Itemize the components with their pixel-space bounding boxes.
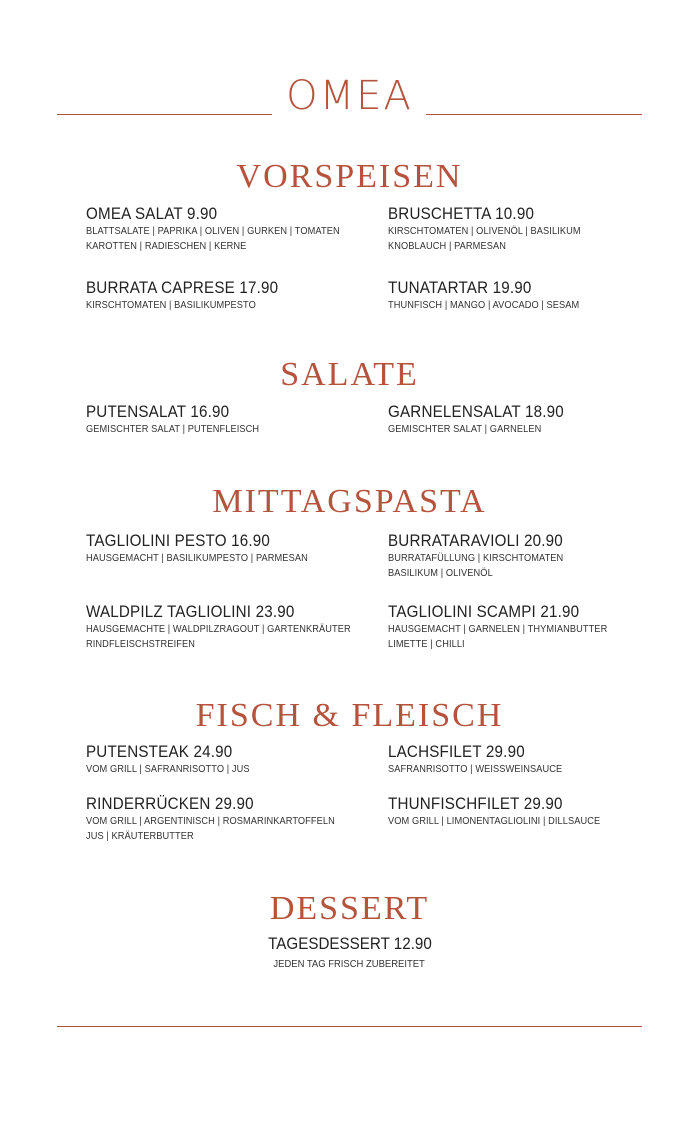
item-name: BURRATA CAPRESE 17.90 xyxy=(86,279,279,297)
menu-item xyxy=(86,795,376,844)
item-description: JEDEN TAG FRISCH ZUBEREITET xyxy=(273,958,426,970)
item-description: LIMETTE | CHILLI xyxy=(388,638,465,650)
item-description: VOM GRILL | ARGENTINISCH | ROSMARINKARTOFFELN xyxy=(86,815,335,827)
menu-item xyxy=(388,279,678,313)
item-description: HAUSGEMACHT | BASILIKUMPESTO | PARMESAN xyxy=(86,552,308,564)
item-name: PUTENSTEAK 24.90 xyxy=(86,743,233,761)
item-description: SAFRANRISOTTO | WEISSWEINSAUCE xyxy=(388,763,563,775)
item-description: VOM GRILL | SAFRANRISOTTO | JUS xyxy=(86,763,250,775)
item-name: BURRATARAVIOLI 20.90 xyxy=(388,532,563,550)
menu-item xyxy=(388,743,678,777)
item-name: TAGESDESSERT 12.90 xyxy=(267,935,432,953)
item-name: TAGLIOLINI PESTO 16.90 xyxy=(86,532,271,550)
item-description: JUS | KRÄUTERBUTTER xyxy=(86,830,194,842)
item-name: TUNATARTAR 19.90 xyxy=(388,279,532,297)
section-title-mittagspasta: MITTAGSPASTA xyxy=(212,483,487,520)
item-name: GARNELENSALAT 18.90 xyxy=(388,403,564,421)
menu-item xyxy=(388,795,678,829)
item-description: BLATTSALATE | PAPRIKA | OLIVEN | GURKEN | TOMATEN xyxy=(86,225,340,237)
item-name: LACHSFILET 29.90 xyxy=(388,743,525,761)
item-description: RINDFLEISCHSTREIFEN xyxy=(86,638,195,650)
item-description: GEMISCHTER SALAT | PUTENFLEISCH xyxy=(86,423,260,435)
item-description: KNOBLAUCH | PARMESAN xyxy=(388,240,506,252)
menu-item xyxy=(86,279,376,313)
item-name: THUNFISCHFILET 29.90 xyxy=(388,795,563,813)
brand-logo: OMEA xyxy=(286,73,413,119)
section-title-salate: SALATE xyxy=(280,356,419,393)
menu-item xyxy=(0,935,699,972)
menu-item xyxy=(388,403,678,437)
section-title-dessert: DESSERT xyxy=(269,890,430,927)
menu-item xyxy=(86,603,376,652)
item-name: WALDPILZ TAGLIOLINI 23.90 xyxy=(86,603,295,621)
item-description: KIRSCHTOMATEN | OLIVENÖL | BASILIKUM xyxy=(388,225,581,237)
item-name: TAGLIOLINI SCAMPI 21.90 xyxy=(388,603,580,621)
menu-item xyxy=(86,205,376,254)
footer-rule xyxy=(57,1026,642,1027)
item-description: HAUSGEMACHT | GARNELEN | THYMIANBUTTER xyxy=(388,623,608,635)
item-description: VOM GRILL | LIMONENTAGLIOLINI | DILLSAUCE xyxy=(388,815,601,827)
item-name: RINDERRÜCKEN 29.90 xyxy=(86,795,254,813)
header-rule-right xyxy=(426,114,642,115)
item-description: KAROTTEN | RADIESCHEN | KERNE xyxy=(86,240,247,252)
item-description: GEMISCHTER SALAT | GARNELEN xyxy=(388,423,542,435)
item-name: PUTENSALAT 16.90 xyxy=(86,403,230,421)
item-description: HAUSGEMACHTE | WALDPILZRAGOUT | GARTENKRÄUTER xyxy=(86,623,351,635)
menu-item xyxy=(388,603,678,652)
menu-item xyxy=(86,743,376,777)
item-description: BURRATAFÜLLUNG | KIRSCHTOMATEN xyxy=(388,552,564,564)
menu-item xyxy=(388,205,678,254)
item-description: THUNFISCH | MANGO | AVOCADO | SESAM xyxy=(388,299,580,311)
menu-item xyxy=(388,532,678,581)
item-name: BRUSCHETTA 10.90 xyxy=(388,205,535,223)
item-description: KIRSCHTOMATEN | BASILIKUMPESTO xyxy=(86,299,256,311)
section-title-fisch-fleisch: FISCH & FLEISCH xyxy=(195,697,504,734)
menu-item xyxy=(86,532,376,566)
item-name: OMEA SALAT 9.90 xyxy=(86,205,218,223)
menu-item xyxy=(86,403,376,437)
section-title-vorspeisen: VORSPEISEN xyxy=(236,158,463,195)
item-description: BASILIKUM | OLIVENÖL xyxy=(388,567,493,579)
